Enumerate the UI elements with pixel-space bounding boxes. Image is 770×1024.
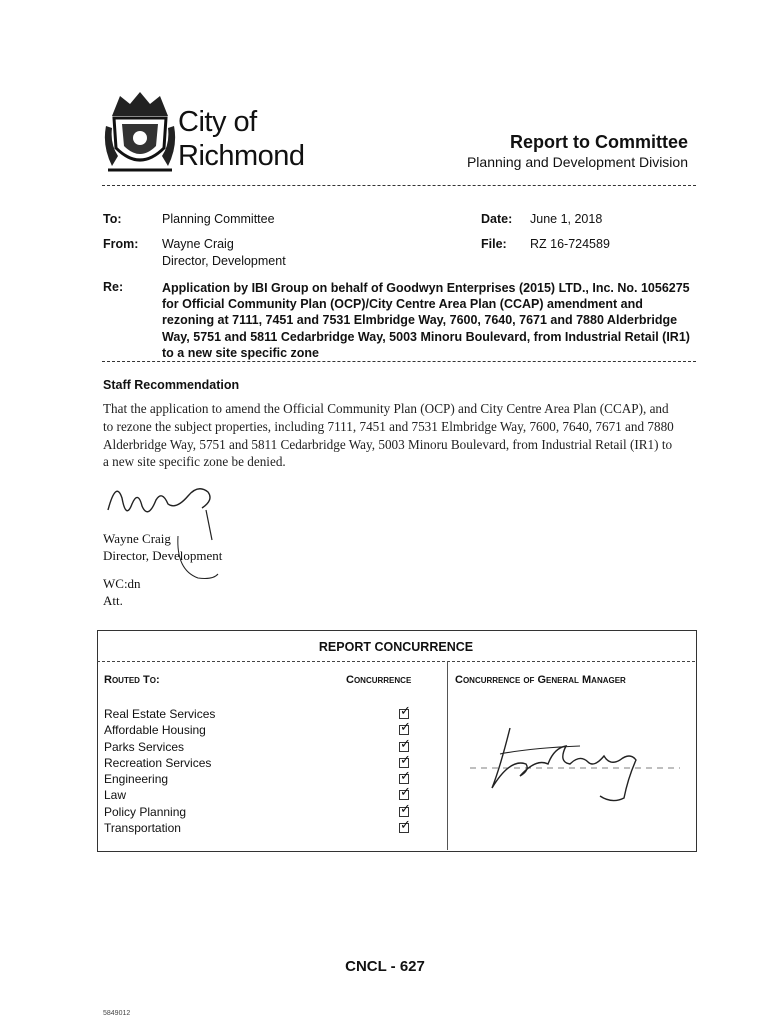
route-item: Transportation (104, 821, 181, 836)
routed-to-header: Routed To: (104, 674, 160, 686)
concurrence-checkbox: ✓ (400, 719, 411, 735)
from-name: Wayne Craig (162, 237, 234, 251)
from-title: Director, Development (162, 254, 286, 268)
re-subject: Application by IBI Group on behalf of Goodwyn Enterprises (2015) LTD., Inc. No. 1056275 for Official Community Plan (OCP)/City Centre Area Plan (CCAP) amendment and rezoning at 7111, 7451 and 7531 Elmbridge Way, 7600, 7640, 7671 and 7880 Alderbridge Way, 5751 and 5811 Cedarbridge Way, 5003 Minoru Boulevard, from Industrial Retail (IR1) to a new site specific zone (162, 281, 690, 360)
file-label: File: (481, 237, 507, 251)
route-item: Parks Services (104, 739, 185, 754)
recommendation-text: That the application to amend the Official Community Plan (OCP) and City Centre Area Plan (CCAP), and to rezone the subject properties, including 7111, 7451 and 7531 Elmbridge Way, 7600, 7640, 7671 and 7880 Alderbridge Way, 5751 and 5811 Cedarbridge Way, 5003 Minoru Boulevard, from Industrial Retail (IR1) to a new site specific zone be denied. (103, 401, 674, 470)
column-divider (447, 661, 448, 850)
city-crest-logo (100, 86, 180, 178)
typist-initials: WC:dn (103, 576, 141, 591)
re-label: Re: (103, 280, 124, 294)
concurrence-checkbox: ✓ (400, 817, 411, 833)
route-item: Law (104, 788, 127, 803)
route-item: Real Estate Services (104, 707, 216, 721)
concurrence-divider (97, 661, 695, 662)
document-number: 5849012 (103, 1010, 131, 1017)
page-footer-number: CNCL - 627 (345, 958, 425, 975)
signatory-title: Director, Development (103, 548, 223, 563)
concurrence-checkbox: ✓ (400, 703, 411, 718)
concurrence-checkbox: ✓ (400, 800, 411, 816)
concurrence-checkboxes (397, 703, 421, 836)
route-item: Policy Planning (104, 804, 187, 819)
routed-to-list (104, 706, 215, 836)
org-name-line2: Richmond (178, 140, 305, 172)
concurrence-checkbox: ✓ (400, 735, 411, 751)
concurrence-checkbox: ✓ (400, 768, 411, 784)
report-title: Report to Committee (509, 132, 688, 152)
file-value: RZ 16-724589 (530, 237, 610, 251)
route-item: Affordable Housing (104, 723, 206, 738)
org-name-line1: City of (178, 106, 257, 138)
attachment-note: Att. (103, 593, 123, 608)
concurrence-header: Concurrence (346, 674, 412, 686)
to-label: To: (103, 212, 122, 226)
recommendation-heading: Staff Recommendation (103, 378, 240, 392)
general-manager-signature (470, 718, 690, 808)
gm-concurrence-header: Concurrence of General Manager (455, 674, 626, 686)
route-item: Engineering (104, 772, 169, 787)
to-value: Planning Committee (162, 212, 275, 226)
division-name: Planning and Development Division (466, 154, 688, 170)
signatory-block (103, 530, 222, 609)
concurrence-checkbox: ✓ (400, 751, 411, 767)
concurrence-title: REPORT CONCURRENCE (318, 640, 474, 654)
signatory-name: Wayne Craig (103, 531, 171, 546)
date-label: Date: (481, 212, 513, 226)
subject-divider (102, 361, 696, 362)
concurrence-checkbox: ✓ (400, 784, 411, 800)
route-item: Recreation Services (104, 755, 212, 770)
date-value: June 1, 2018 (530, 212, 603, 226)
from-label: From: (103, 237, 139, 251)
header-divider (102, 185, 696, 186)
